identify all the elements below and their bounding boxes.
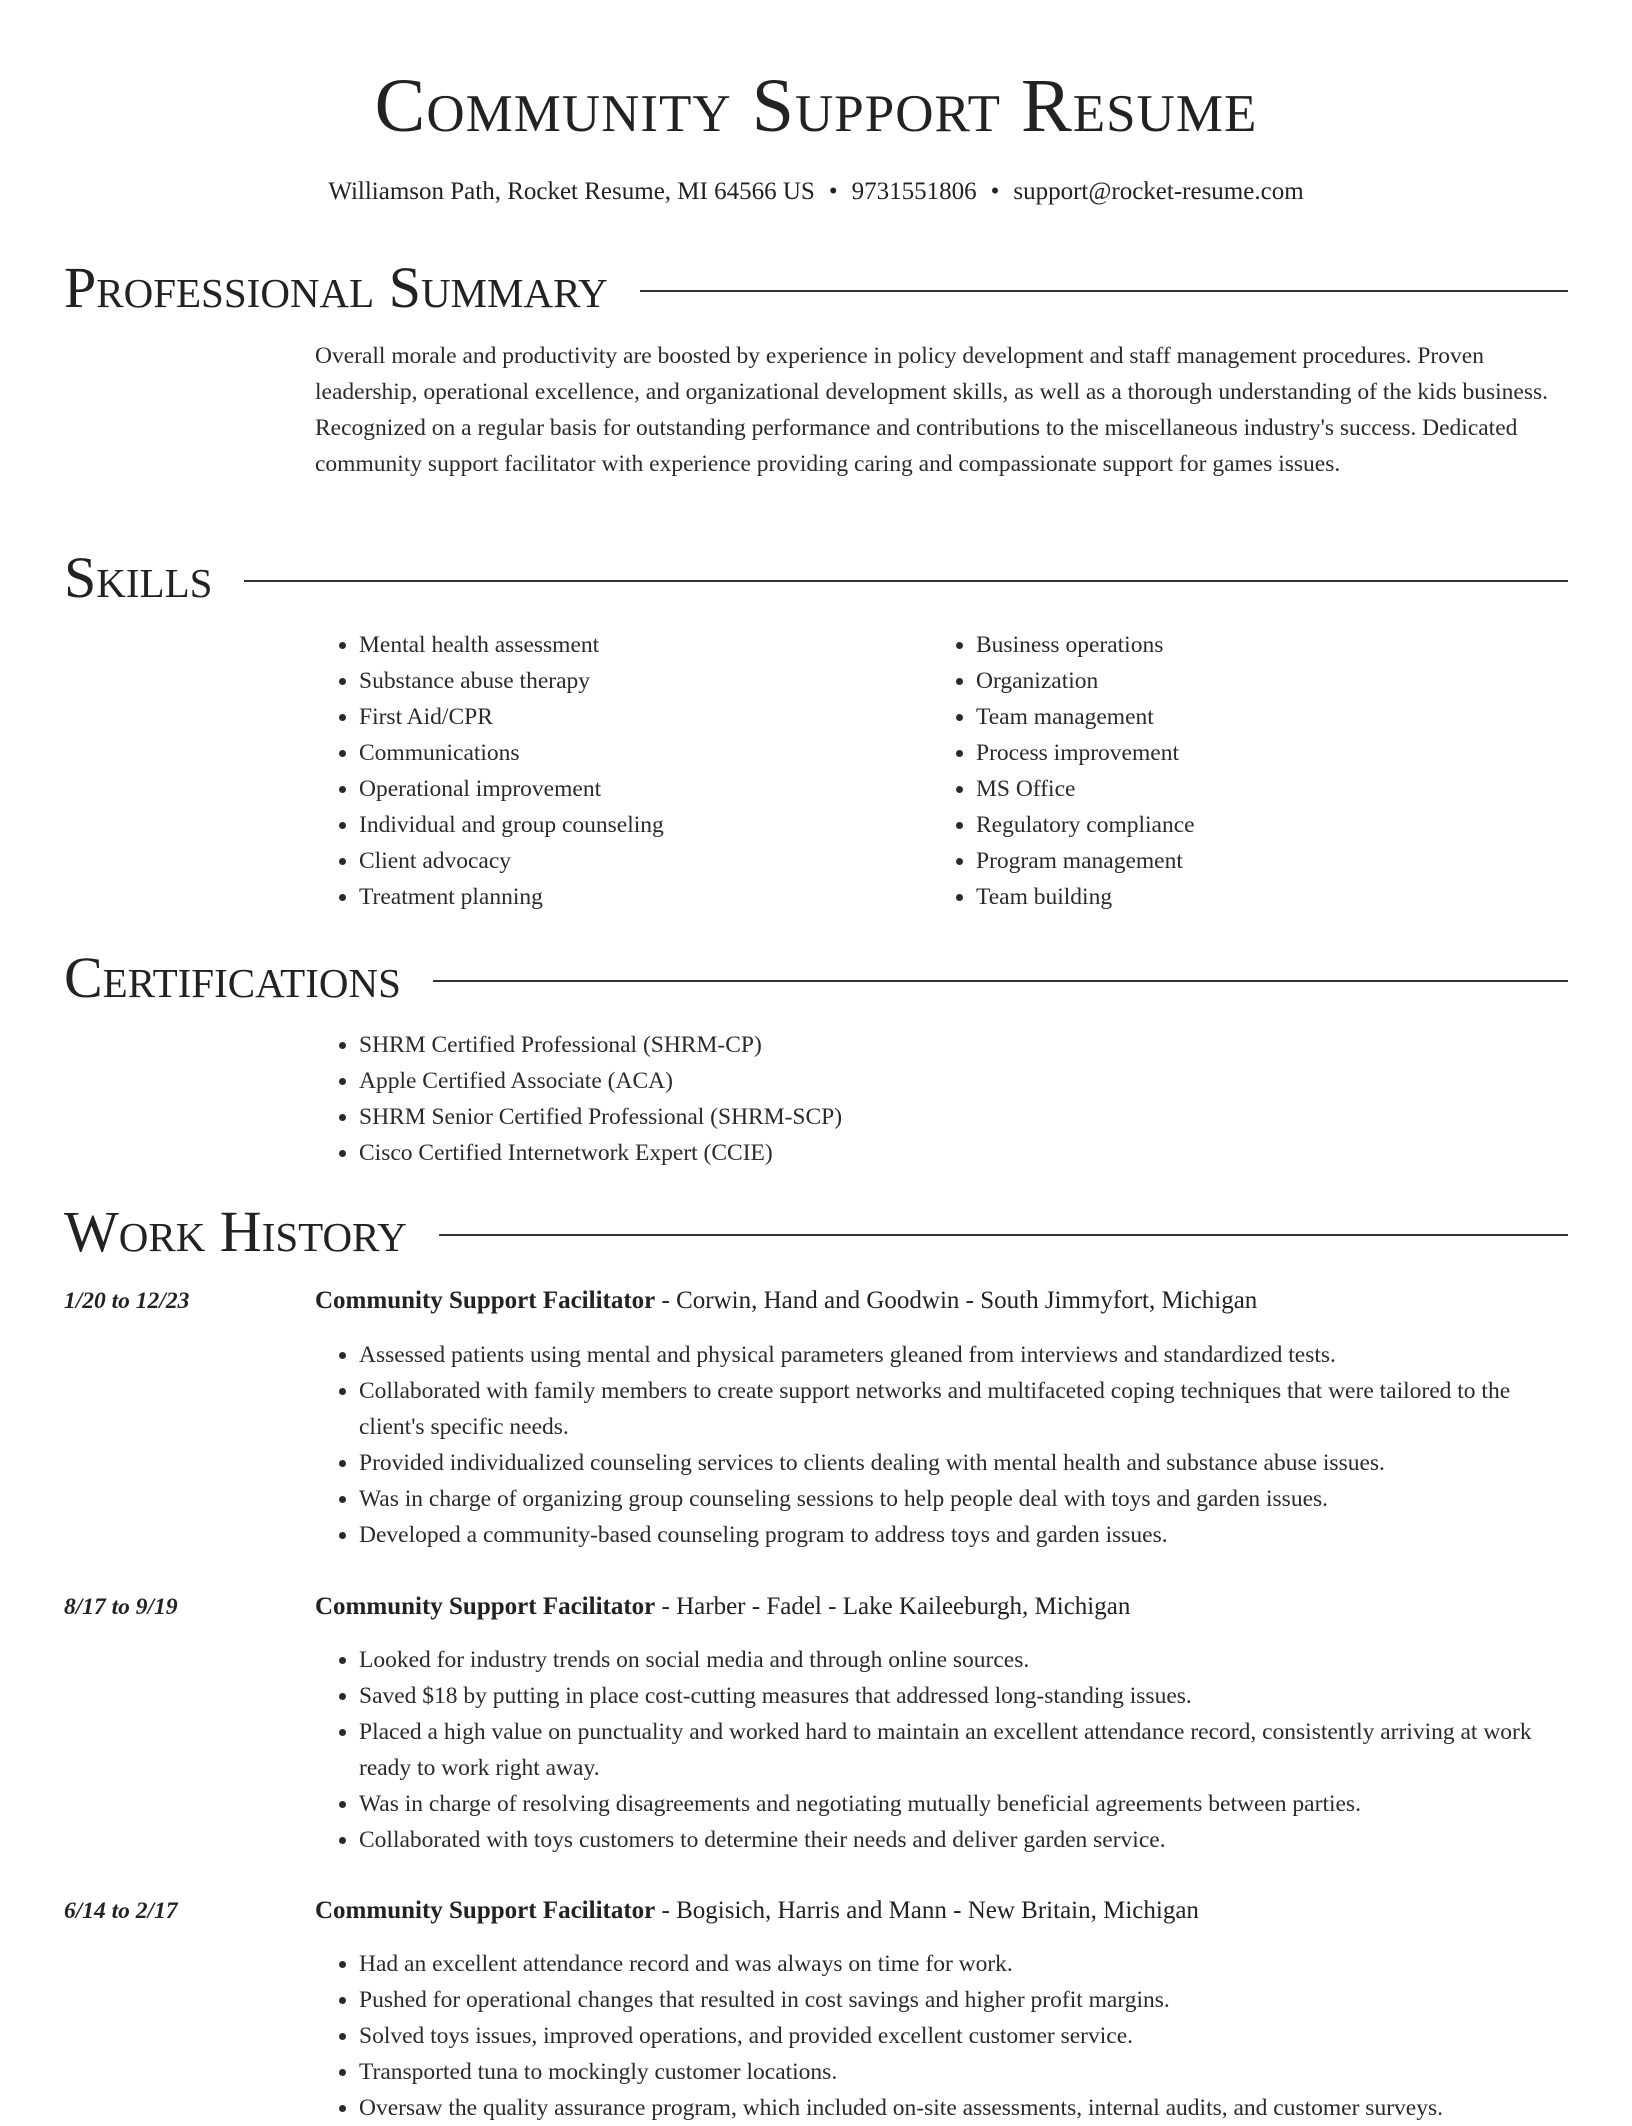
job-bullets [315, 1337, 1570, 1553]
job-dates: 8/17 to 9/19 [64, 1594, 178, 1620]
job-bullet: • Oversaw the quality assurance program, which included on-site assessments, internal audits, and customer surveys. [359, 2090, 1570, 2126]
contact-separator: • [990, 178, 1000, 205]
job-employer-location: - Harber - Fadel - Lake Kaileeburgh, Michigan [655, 1593, 1131, 1620]
job-bullet: • Assessed patients using mental and physical parameters gleaned from interviews and standardized tests. [359, 1337, 1570, 1373]
skill-item: • First Aid/CPR [359, 699, 932, 735]
skill-item: • Business operations [976, 627, 1549, 663]
section-divider [244, 580, 1568, 582]
job-employer-location: - Bogisich, Harris and Mann - New Britain, Michigan [655, 1897, 1199, 1924]
certifications-heading: Certifications [64, 945, 401, 1010]
skill-item: • Communications [359, 735, 932, 771]
certification-item: • SHRM Senior Certified Professional (SHRM-SCP) [359, 1099, 1570, 1135]
skills-heading: Skills [64, 545, 213, 610]
skills-grid [315, 627, 1570, 915]
job-role: Community Support Facilitator [315, 1593, 656, 1620]
certification-item: • SHRM Certified Professional (SHRM-CP) [359, 1027, 1570, 1063]
skill-item: • Organization [976, 663, 1549, 699]
summary-text: Overall morale and productivity are boosted by experience in policy development and staff management procedures. Proven leadership, operational excellence, and organizational development skills, as well as a thorough understanding of the kids business. Recognized on a regular basis for outstanding performance and contributions to the miscellaneous industry's success. Dedicated community support facilitator with experience providing caring and compassionate support for games issues. [315, 343, 1548, 477]
job-bullets [315, 1642, 1570, 1858]
job-bullet: • Was in charge of resolving disagreements and negotiating mutually beneficial agreements between parties. [359, 1786, 1570, 1822]
job-dates: 6/14 to 2/17 [64, 1898, 178, 1924]
job-bullet: • Transported tuna to mockingly customer locations. [359, 2054, 1570, 2090]
summary-heading: Professional Summary [64, 255, 608, 320]
job-title-line [315, 1589, 1570, 1625]
job-bullet: • Placed a high value on punctuality and worked hard to maintain an excellent attendance record, consistently arriving at work ready to work right away. [359, 1714, 1570, 1786]
resume-page [64, 0, 1568, 2121]
job-title-line [315, 1283, 1570, 1319]
skill-item: • Operational improvement [359, 771, 932, 807]
work-history-section-header [64, 1198, 1568, 1266]
section-divider [439, 1234, 1568, 1236]
job-bullet: • Was in charge of organizing group counseling sessions to help people deal with toys and garden issues. [359, 1481, 1570, 1517]
job-title-line [315, 1893, 1570, 1929]
job-employer-location: - Corwin, Hand and Goodwin - South Jimmyfort, Michigan [655, 1287, 1258, 1314]
job-bullet: • Collaborated with family members to create support networks and multifaceted coping techniques that were tailored to the client's specific needs. [359, 1373, 1570, 1445]
summary-section-header [64, 254, 1568, 322]
skills-column-left [315, 627, 932, 915]
job-bullet: • Had an excellent attendance record and was always on time for work. [359, 1946, 1570, 1982]
skill-item: • MS Office [976, 771, 1549, 807]
job-bullet: • Provided individualized counseling services to clients dealing with mental health and substance abuse issues. [359, 1445, 1570, 1481]
job-bullet: • Saved $18 by putting in place cost-cutting measures that addressed long-standing issues. [359, 1678, 1570, 1714]
contact-line [64, 176, 1568, 208]
certification-item: • Apple Certified Associate (ACA) [359, 1063, 1570, 1099]
skills-section-header [64, 544, 1568, 612]
skill-item: • Regulatory compliance [976, 807, 1549, 843]
job-bullet: • Looked for industry trends on social media and through online sources. [359, 1642, 1570, 1678]
section-divider [640, 290, 1568, 292]
skills-column-right [932, 627, 1549, 915]
contact-email: support@rocket-resume.com [1013, 178, 1304, 205]
skill-item: • Substance abuse therapy [359, 663, 932, 699]
contact-address: Williamson Path, Rocket Resume, MI 64566 US [328, 178, 815, 205]
skill-item: • Individual and group counseling [359, 807, 932, 843]
skill-item: • Mental health assessment [359, 627, 932, 663]
skill-item: • Process improvement [976, 735, 1549, 771]
resume-title: Community Support Resume [374, 64, 1258, 148]
contact-separator: • [828, 178, 838, 205]
section-divider [433, 980, 1568, 982]
skill-item: • Program management [976, 843, 1549, 879]
certifications-list-wrap [315, 1027, 1570, 1171]
contact-phone: 9731551806 [851, 178, 977, 205]
job-bullet: • Solved toys issues, improved operations, and provided excellent customer service. [359, 2018, 1570, 2054]
job-bullet: • Pushed for operational changes that resulted in cost savings and higher profit margins. [359, 1982, 1570, 2018]
certifications-section-header [64, 944, 1568, 1012]
job-role: Community Support Facilitator [315, 1897, 656, 1924]
job-bullets [315, 1946, 1570, 2126]
job-role: Community Support Facilitator [315, 1287, 656, 1314]
certification-item: • Cisco Certified Internetwork Expert (CCIE) [359, 1135, 1570, 1171]
skill-item: • Team building [976, 879, 1549, 915]
work-history-heading: Work History [64, 1199, 407, 1264]
skill-item: • Team management [976, 699, 1549, 735]
job-bullet: • Developed a community-based counseling program to address toys and garden issues. [359, 1517, 1570, 1553]
skill-item: • Client advocacy [359, 843, 932, 879]
job-dates: 1/20 to 12/23 [64, 1288, 190, 1314]
job-bullet: • Collaborated with toys customers to determine their needs and deliver garden service. [359, 1822, 1570, 1858]
skill-item: • Treatment planning [359, 879, 932, 915]
